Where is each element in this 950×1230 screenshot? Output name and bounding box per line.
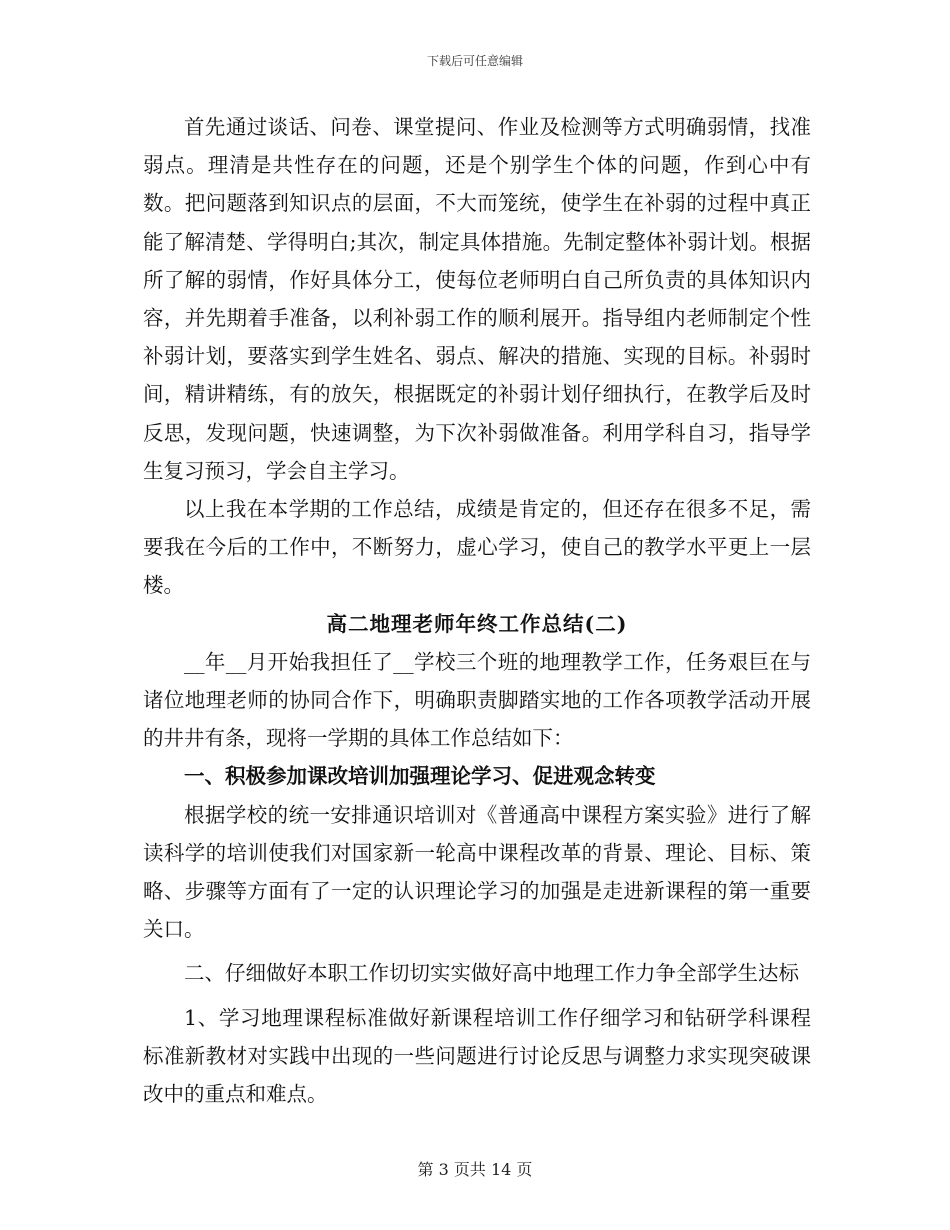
- paragraph-curriculum-standards: 1、学习地理课程标准做好新课程培训工作仔细学习和钻研学科课程标准新教材对实践中出现的一些问题进行讨论反思与调整力求实现突破课改中的重点和难点。: [143, 1005, 811, 1107]
- paragraph-training: 根据学校的统一安排通识培训对《普通高中课程方案实验》进行了解读科学的培训使我们对国家新一轮高中课程改革的背景、理论、目标、策略、步骤等方面有了一定的认识理论学习的加强是走进新课程的第一重要关口。: [143, 802, 811, 942]
- heading-curriculum-training: 一、积极参加课改培训加强理论学习、促进观念转变: [184, 764, 656, 789]
- document-body: [143, 108, 811, 1113]
- paragraph-weakness-plan: 首先通过谈话、问卷、课堂提问、作业及检测等方式明确弱情，找准弱点。理清是共性存在的问题，还是个别学生个体的问题，作到心中有数。把问题落到知识点的层面，不大而笼统，使学生在补弱的过程中真正能了解清楚、学得明白;其次，制定具体措施。先制定整体补弱计划。根据所了解的弱情，作好具体分工，使每位老师明白自己所负责的具体知识内容，并先期着手准备，以利补弱工作的顺利展开。指导组内老师制定个性补弱计划，要落实到学生姓名、弱点、解决的措施、实现的目标。补弱时间，精讲精练，有的放矢，根据既定的补弱计划仔细执行，在教学后及时反思，发现问题，快速调整，为下次补弱做准备。利用学科自习，指导学生复习预习，学会自主学习。: [143, 115, 811, 483]
- paragraph-semester-summary: 以上我在本学期的工作总结，成绩是肯定的，但还存在很多不足，需要我在今后的工作中，不断努力，虚心学习，使自己的教学水平更上一层楼。: [143, 497, 811, 598]
- page-footer: 第 3 页共 14 页: [417, 1160, 533, 1179]
- page-header: 下载后可任意编辑: [426, 54, 523, 68]
- section-title: 高二地理老师年终工作总结(二): [326, 611, 628, 636]
- paragraph-intro: __年__月开始我担任了__学校三个班的地理教学工作，任务艰巨在与诸位地理老师的协同合作下，明确职责脚踏实地的工作各项教学活动开展的井井有条，现将一学期的具体工作总结如下：: [143, 649, 811, 751]
- heading-duties: 二、仔细做好本职工作切切实实做好高中地理工作力争全部学生达标: [184, 961, 799, 986]
